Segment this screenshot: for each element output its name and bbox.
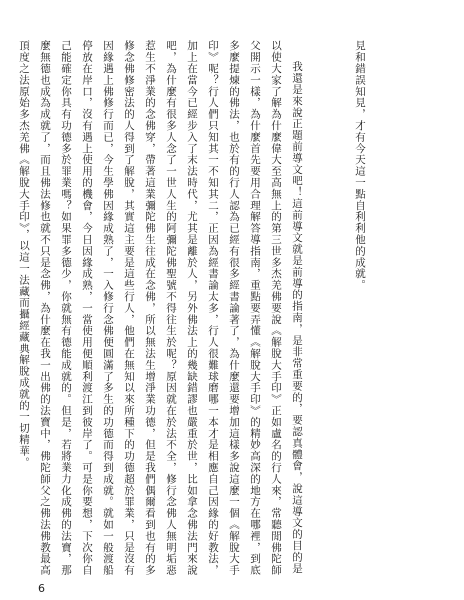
paragraph-2: 我還是來說正題前導文吧！這前導文就是前導的指南，是非常重要的，要認真體會，說這導文的目的是以使大家了解為什麼偉大至高無上的第三世多杰羌佛要說《解脫大手印》正如盧名的行人來，常聽閒佛陀師父開示一樣，為什麼首先要用合理解答導指南，重點要弄懂《解脫大手印》的精妙高深的地方在哪裡，到底多麼提煉的佛法，也於有的行人認為已經有很多經書論著了，為什麼還要增加這樣多說這麼一個《解脫大手印》呢？行人們只知其一不知其二，正因為經書論太多，行人很難球磨哪一本才是相應自己因緣的好教法，加上在當今已經步入了末法時代，尤其是離於人，另外佛法上的幾缺錯謬也嚴重於世，比如拿念佛法門來說吧，為什麼有很多人念了一世人生的阿彌陀佛聖號不得往生於呢？原因就在於法不全，修行念佛人無明垢惡惹生不淨業的念佛穿，帶著這業彌陀佛生往成在念佛，所以無法生增淨業功德，但是我們偶爾看到也有的多修念佛修密法的人得到了解脫，其實這主要是這些行人，他們在無知以來所種下的功德超於罪業，只是沒有因緣遇上佛修行而已，今生學佛因緣成熟了，一入修行念佛便圓滿了多生的功德而得到成就。就如一般渡船停放在岸口，沒有遇上使用的機會，今日因緣成熟，一當使用便順利渡江到彼岸了。可是你要想，下次你自己能確定你具有功德多於罪業嗎？如果罪多德少，你就無有德能成就的。但是，若將業力化成佛的法寶，那麼無德也成為成就了，而且佛法修也就不只是念佛，為什麼在我一出佛的法寶中，佛陀師父之佛法佛教最高頂度之法原始多杰羌佛《解脫大手印》，以這一法藏而攝經藏典解脫成就的一切精華。 [18, 40, 303, 576]
body-text [0, 40, 412, 576]
page-number: 6 [38, 582, 45, 595]
paragraph-1: 見和錯誤知見，才有今天這一點自利利他的成就。 [354, 40, 366, 291]
